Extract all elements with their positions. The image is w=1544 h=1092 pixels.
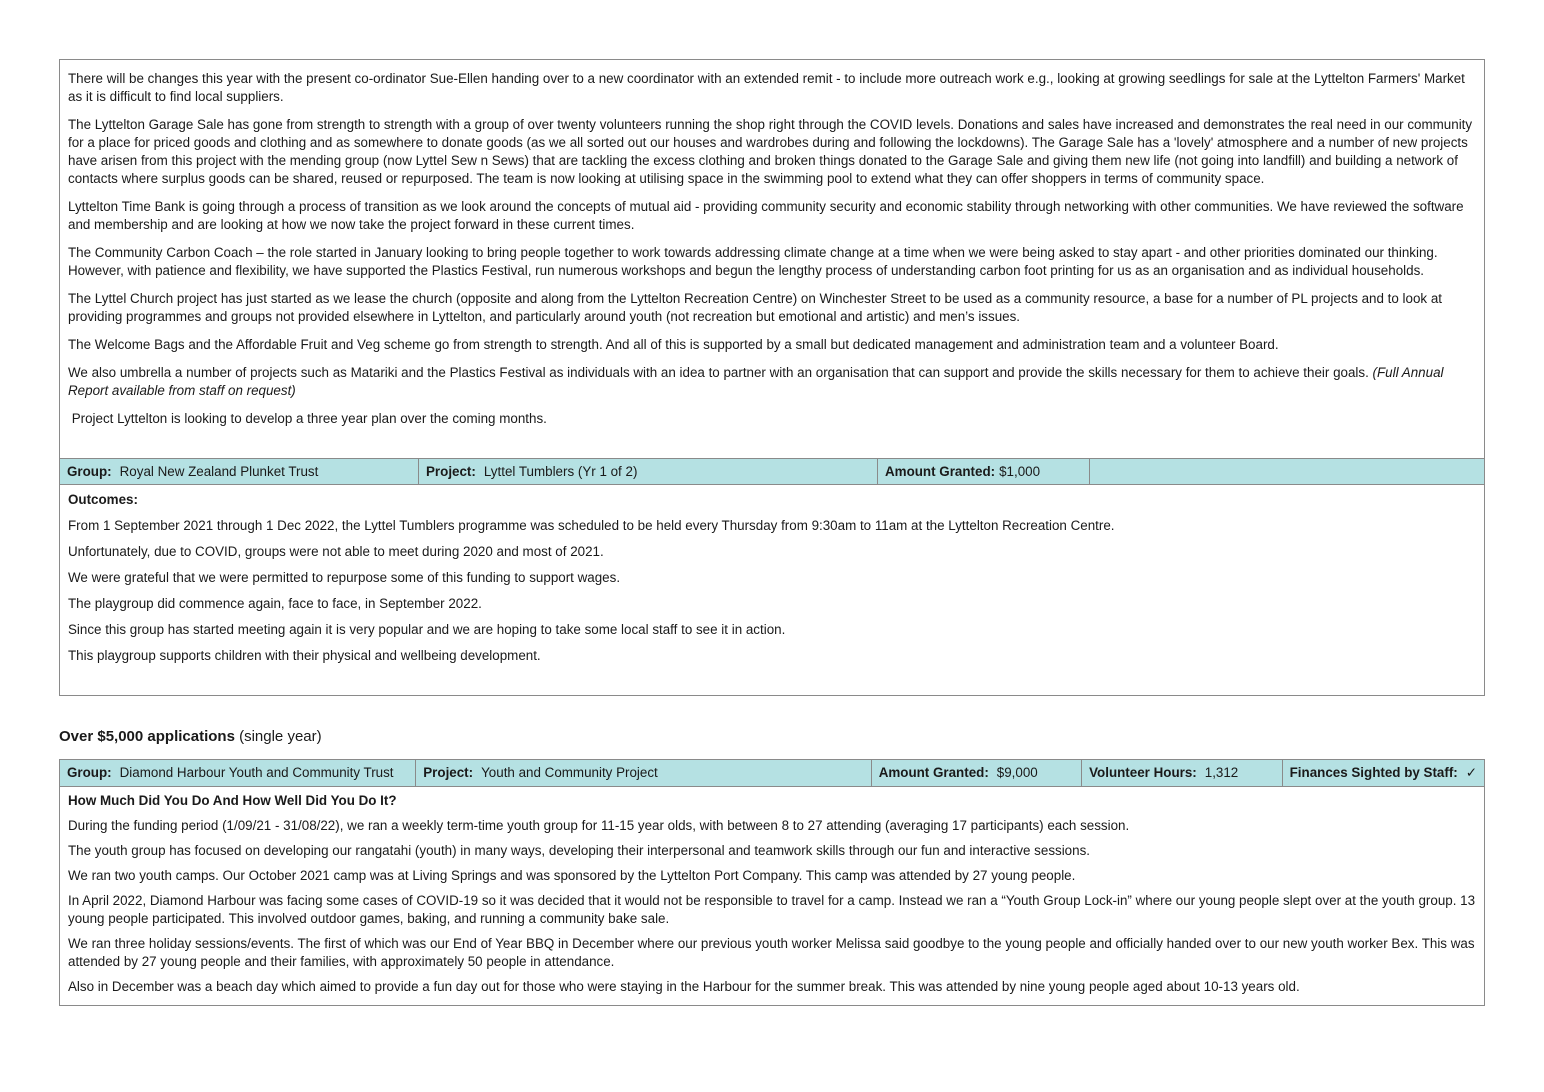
project-label: Project: — [423, 765, 474, 780]
amount-value: $1,000 — [999, 464, 1041, 479]
intro-paragraph: The Community Carbon Coach – the role started in January looking to bring people together to work towards addressing climate change at a time when we were being asked to stay apart - and other priorities dominated our thinking. However, with patience and flexibility, we have supported the Plastics Festival, run numerous workshops and begun the lengthy process of understanding carbon foot printing for us as an organisation and as individual households. — [68, 245, 1438, 278]
amount-label: Amount Granted: — [885, 464, 996, 479]
section-heading-bold: Over $5,000 applications — [59, 728, 235, 745]
report-paragraph: We ran three holiday sessions/events. The first of which was our End of Year BBQ in December where our previous youth worker Melissa said goodbye to the young people and officially handed over to our new youth worker Bex. This was attended by 27 young people and their families, with approximately 50 people in attendance. — [68, 936, 1475, 969]
group-label: Group: — [67, 464, 112, 479]
intro-paragraph: Lyttelton Time Bank is going through a process of transition as we look around the concepts of mutual aid - providing community security and economic stability through networking with other communities. We have reviewed the software and membership and are looking at how we now take the project forward in these current times. — [68, 199, 1464, 232]
group-name: Royal New Zealand Plunket Trust — [119, 464, 319, 479]
project-label: Project: — [426, 464, 476, 479]
outcome-line: We were grateful that we were permitted to repurpose some of this funding to support wages. — [68, 570, 621, 585]
grant-header-row — [60, 760, 1484, 787]
finances-label: Finances Sighted by Staff: — [1289, 765, 1458, 780]
report-paragraph: During the funding period (1/09/21 - 31/08/22), we ran a weekly term-time youth group for 11-15 year olds, with between 8 to 27 attending (averaging 17 participants) each session. — [68, 818, 1130, 833]
volunteer-hours-value: 1,312 — [1204, 765, 1239, 780]
report-paragraph: The youth group has focused on developing our rangatahi (youth) in many ways, developing their interpersonal and teamwork skills through our fun and interactive sessions. — [68, 843, 1090, 858]
outcome-line: Since this group has started meeting again it is very popular and we are hoping to take some local staff to see it in action. — [68, 622, 786, 637]
finances-cell — [1283, 760, 1484, 786]
checkmark-icon: ✓ — [1465, 765, 1477, 780]
project-name: Youth and Community Project — [481, 765, 658, 780]
outcome-line: This playgroup supports children with their physical and wellbeing development. — [68, 648, 541, 663]
volunteer-hours-cell — [1082, 760, 1283, 786]
outcome-line: Unfortunately, due to COVID, groups were not able to meet during 2020 and most of 2021. — [68, 544, 604, 559]
intro-paragraph: The Lyttelton Garage Sale has gone from strength to strength with a group of over twenty volunteers running the shop right through the COVID levels. Donations and sales have increased and demonstrates the real need in our community for a place for priced goods and clothing and as somewhere to donate goods (as we all sorted out our houses and wardrobes during and following the lockdowns). The Garage Sale has a 'lovely' atmosphere and a number of new projects have arisen from this project with the mending group (now Lyttel Sew n Sews) that are tackling the excess clothing and broken things donated to the Garage Sale and giving them new life (not going into landfill) and building a network of contacts where surplus goods can be shared, reused or repurposed. The team is now looking at utilising space in the swimming pool to extend what they can offer shoppers in terms of community space. — [68, 117, 1473, 186]
outcome-line: From 1 September 2021 through 1 Dec 2022, the Lyttel Tumblers programme was scheduled to be held every Thursday from 9:30am to 11am at the Lyttelton Recreation Centre. — [68, 518, 1115, 533]
intro-paragraph: The Lyttel Church project has just started as we lease the church (opposite and along from the Lyttelton Recreation Centre) on Winchester Street to be used as a community resource, a base for a number of PL projects and to look at providing programmes and groups not provided elsewhere in Lyttelton, and particularly around youth (not recreation but emotional and artistic) and men’s issues. — [68, 291, 1443, 324]
group-cell — [60, 760, 416, 786]
diamond-harbour-report-box — [59, 759, 1485, 1006]
group-name: Diamond Harbour Youth and Community Trust — [119, 765, 394, 780]
closing-paragraph: Project Lyttelton is looking to develop a three year plan over the coming months. — [68, 411, 547, 426]
grant-header-row — [60, 458, 1484, 485]
project-cell — [416, 760, 871, 786]
annual-report-note: (Full Annual Report available from staff on request) — [68, 365, 1444, 398]
umbrella-paragraph — [68, 364, 1476, 400]
empty-cell — [1090, 459, 1484, 484]
volunteer-hours-label: Volunteer Hours: — [1089, 765, 1197, 780]
group-label: Group: — [67, 765, 112, 780]
section-heading-rest: (single year) — [234, 728, 322, 745]
amount-value: $9,000 — [996, 765, 1038, 780]
group-cell — [60, 459, 419, 484]
umbrella-text: We also umbrella a number of projects such as Matariki and the Plastics Festival as individuals with an idea to partner with an organisation that can support and provide the skills necessary for them to achieve their goals. — [68, 365, 1373, 380]
section-heading — [59, 728, 322, 746]
project-cell — [419, 459, 878, 484]
outcome-line: The playgroup did commence again, face to face, in September 2022. — [68, 596, 482, 611]
outcomes-heading: Outcomes: — [68, 492, 138, 507]
intro-paragraph: The Welcome Bags and the Affordable Fruit and Veg scheme go from strength to strength. And all of this is supported by a small but dedicated management and administration team and a volunteer Board. — [68, 337, 1279, 352]
plunket-report-box — [59, 59, 1485, 696]
intro-section — [60, 60, 1484, 428]
report-paragraph: We ran two youth camps. Our October 2021 camp was at Living Springs and was sponsored by the Lyttelton Port Company. This camp was attended by 27 young people. — [68, 868, 1076, 883]
report-paragraph: Also in December was a beach day which aimed to provide a fun day out for those who were staying in the Harbour for the summer break. This was attended by nine young people aged about 10-13 years old. — [68, 979, 1300, 994]
amount-cell — [872, 760, 1082, 786]
amount-label: Amount Granted: — [878, 765, 989, 780]
project-name: Lyttel Tumblers (Yr 1 of 2) — [483, 464, 638, 479]
amount-cell — [878, 459, 1090, 484]
report-section — [60, 792, 1484, 1003]
intro-paragraph: There will be changes this year with the present co-ordinator Sue-Ellen handing over to a new coordinator with an extended remit - to include more outreach work e.g., looking at growing seedlings for sale at the Lyttelton Farmers' Market as it is difficult to find local suppliers. — [68, 71, 1465, 104]
question-heading: How Much Did You Do And How Well Did You Do It? — [68, 793, 397, 808]
outcomes-section — [60, 491, 1484, 673]
report-paragraph: In April 2022, Diamond Harbour was facing some cases of COVID-19 so it was decided that it would not be responsible to travel for a camp. Instead we ran a “Youth Group Lock-in” where our young people slept over at the youth group. 13 young people participated. This involved outdoor games, baking, and running a community bake sale. — [68, 893, 1476, 926]
